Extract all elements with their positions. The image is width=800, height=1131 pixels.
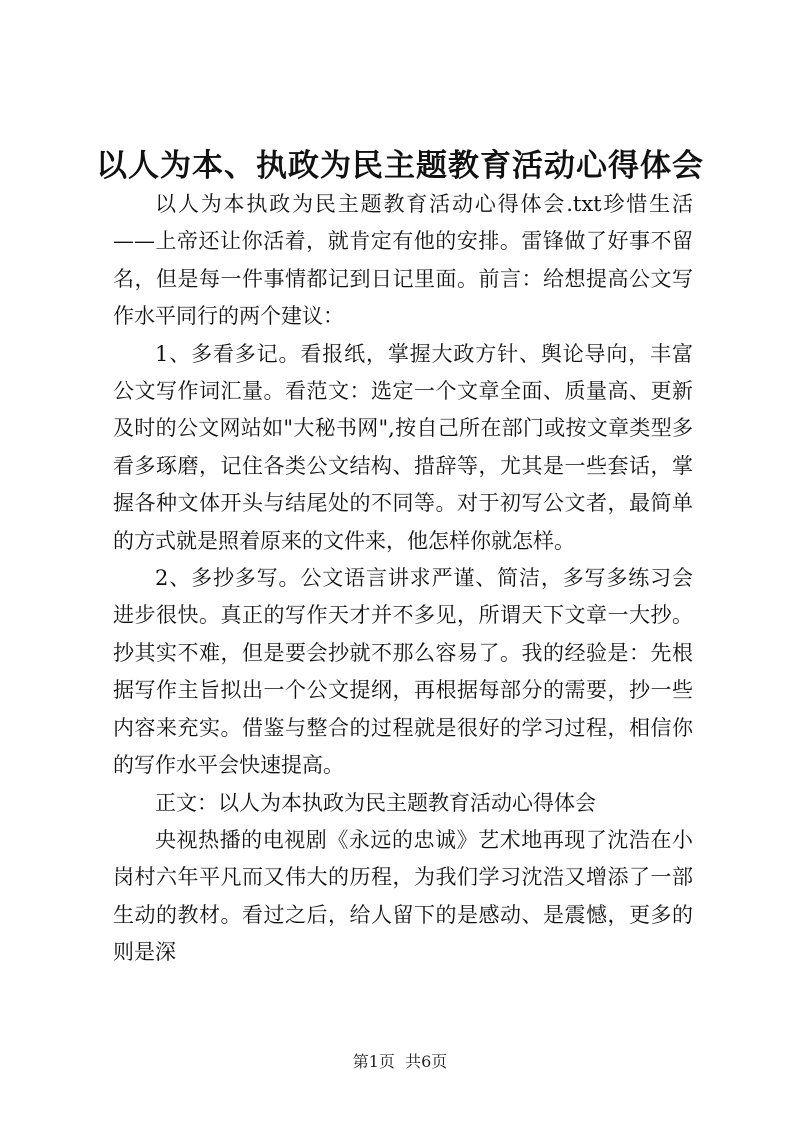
page-number: 第1页	[352, 1052, 395, 1071]
paragraph-main-heading: 正文：以人为本执政为民主题教育活动心得体会	[155, 790, 596, 815]
paragraph-intro: 以人为本执政为民主题教育活动心得体会.txt珍惜生活——上帝还让你活着，就肯定有他的安排。雷锋做了好事不留名，但是每一件事情都记到日记里面。前言：给想提高公文写作水平同行的两个建议：	[113, 192, 693, 329]
document-body	[113, 186, 693, 972]
paragraph-main-text: 央视热播的电视剧《永远的忠诚》艺术地再现了沈浩在小岗村六年平凡而又伟大的历程，为我们学习沈浩又增添了一部生动的教材。看过之后，给人留下的是感动、是震憾，更多的则是深	[113, 827, 693, 965]
document-title: 以人为本、执政为民主题教育活动心得体会	[96, 148, 704, 184]
paragraph-tip-1: 1、多看多记。看报纸，掌握大政方针、舆论导向，丰富公文写作词汇量。看范文：选定一个文章全面、质量高、更新及时的公文网站如"大秘书网",按自己所在部门或按文章类型多看多琢磨，记住各类公文结构、措辞等，尤其是一些套话，掌握各种文体开头与结尾处的不同等。对于初写公文者，最简单的方式就是照着原来的文件来，他怎样你就怎样。	[113, 341, 693, 553]
paragraph-tip-2: 2、多抄多写。公文语言讲求严谨、简洁，多写多练习会进步很快。真正的写作天才并不多见，所谓天下文章一大抄。抄其实不难，但是要会抄就不那么容易了。我的经验是：先根据写作主旨拟出一个公文提纲，再根据每部分的需要，抄一些内容来充实。借鉴与整合的过程就是很好的学习过程，相信你的写作水平会快速提高。	[113, 566, 693, 778]
page-total: 共6页	[405, 1052, 448, 1071]
page-footer	[0, 1049, 800, 1072]
